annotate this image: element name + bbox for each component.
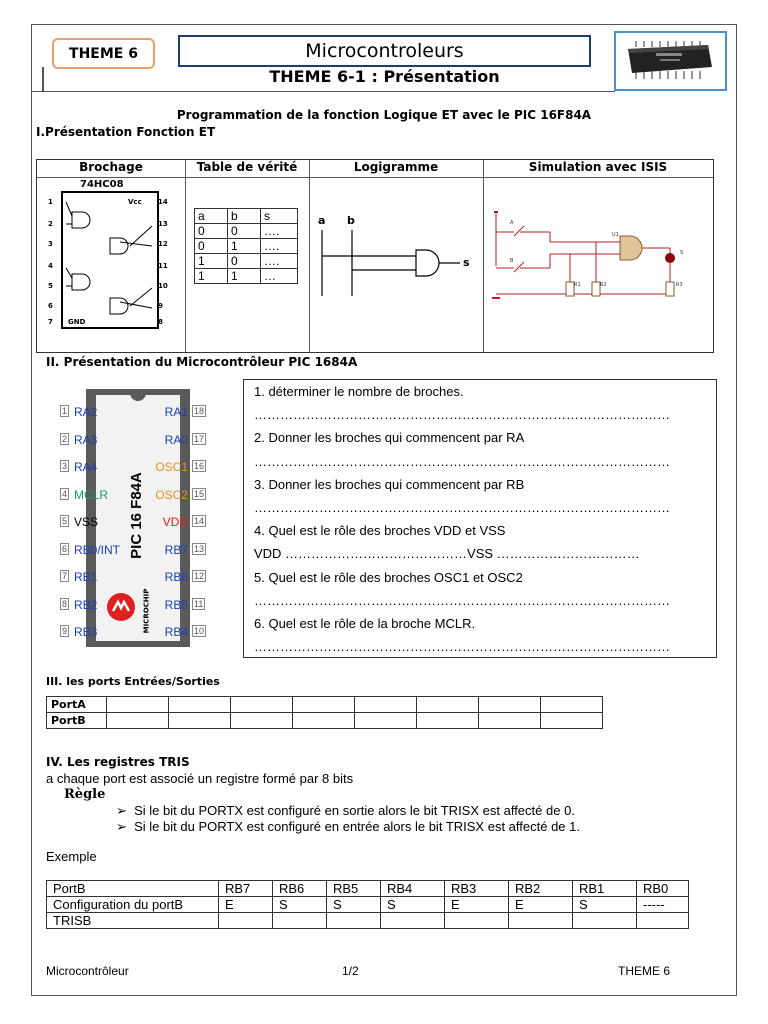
svg-text:R1: R1 (574, 282, 581, 288)
example-cell: TRISB (47, 913, 219, 929)
rule-1-text: Si le bit du PORTX est configuré en sortie alors le bit TRISX est affecté de 0. (134, 803, 575, 818)
truth-cell: …. (261, 254, 298, 269)
example-row (47, 897, 689, 913)
answer-line: …………………………………………………………………………………… (254, 639, 670, 655)
pin-number: 10 (194, 626, 205, 636)
ic-chip-icon (616, 33, 725, 89)
example-cell: RB0 (637, 881, 689, 897)
port-bit-cell (417, 697, 479, 713)
section-1-title: I.Présentation Fonction ET (36, 125, 216, 139)
pin-number: 12 (194, 571, 205, 581)
pin-label: OSC2 (155, 487, 188, 502)
svg-text:A: A (510, 220, 514, 226)
truth-cell: s (261, 209, 298, 224)
example-cell: E (509, 897, 573, 913)
rule-1 (116, 803, 575, 819)
svg-text:2: 2 (48, 220, 53, 228)
truth-row (195, 254, 298, 269)
example-label: Exemple (46, 849, 97, 864)
svg-text:9: 9 (158, 302, 163, 310)
svg-text:4: 4 (48, 262, 53, 270)
port-bit-cell (355, 697, 417, 713)
header-simulation: Simulation avec ISIS (528, 160, 668, 174)
truth-cell: 1 (195, 269, 228, 284)
rule-2-text: Si le bit du PORTX est configuré en entrée alors le bit TRISX est affecté de 1. (134, 819, 580, 834)
rule-title: Règle (64, 787, 106, 802)
example-tris-table (46, 880, 689, 929)
pin-label: RB2 (74, 597, 98, 612)
example-cell: S (327, 897, 381, 913)
example-cell: E (219, 897, 273, 913)
svg-text:Vcc: Vcc (128, 198, 142, 206)
footer-page-number: 1/2 (342, 964, 359, 978)
svg-text:1: 1 (48, 198, 53, 206)
example-cell: ----- (637, 897, 689, 913)
port-bit-cell (231, 713, 293, 729)
example-cell (573, 913, 637, 929)
example-cell: PortB (47, 881, 219, 897)
example-cell: RB6 (273, 881, 327, 897)
example-cell: S (273, 897, 327, 913)
question-text: 6. Quel est le rôle de la broche MCLR. (254, 616, 476, 631)
answer-line: …………………………………………………………………………………… (254, 500, 670, 515)
section-2-title: II. Présentation du Microcontrôleur PIC 1684A (46, 355, 358, 369)
questions-box (243, 379, 717, 658)
pin-number: 14 (194, 516, 205, 526)
pin-label: RB5 (164, 597, 188, 612)
pic16f84a-pinout (44, 383, 228, 653)
truth-cell: …. (261, 224, 298, 239)
section-4-title: IV. Les registres TRIS (46, 755, 190, 769)
truth-cell: 1 (195, 254, 228, 269)
example-cell (273, 913, 327, 929)
main-heading: Programmation de la fonction Logique ET avec le PIC 16F84A (176, 108, 592, 122)
port-bit-cell (479, 713, 541, 729)
arrow-bullet-icon: ➢ (116, 819, 135, 834)
pin-number: 16 (194, 461, 205, 471)
port-name-cell: PortB (47, 713, 107, 729)
pin-label: RB4 (164, 625, 188, 639)
port-row (47, 713, 603, 729)
document-title: Microcontroleurs (178, 35, 591, 67)
pin-label: RB1 (74, 570, 98, 584)
chip-name-label: PIC 16 F84A (127, 471, 145, 559)
svg-text:U1: U1 (612, 232, 619, 238)
truth-cell: 0 (228, 254, 261, 269)
example-cell: S (381, 897, 445, 913)
example-cell (509, 913, 573, 929)
header-brochage: Brochage (79, 160, 143, 174)
pin-label: RA3 (74, 432, 98, 447)
pin-label: RB3 (74, 625, 98, 639)
tris-intro: a chaque port est associé un registre formé par 8 bits (46, 771, 354, 786)
truth-row (195, 224, 298, 239)
pin-label: VSS (74, 515, 99, 529)
example-cell: S (573, 897, 637, 913)
pin-number: 9 (62, 626, 68, 636)
port-name-cell: PortA (47, 697, 107, 713)
svg-text:6: 6 (48, 302, 53, 310)
truth-cell: b (228, 209, 261, 224)
pin-label: MCLR (74, 487, 109, 502)
port-bit-cell (417, 713, 479, 729)
example-cell: Configuration du portB (47, 897, 219, 913)
svg-text:12: 12 (158, 240, 168, 248)
example-cell: RB5 (327, 881, 381, 897)
truth-table (194, 208, 298, 284)
pin-label: RA4 (74, 460, 98, 474)
pin-number: 7 (62, 571, 68, 581)
rule-2 (116, 819, 580, 835)
answer-line: …………………………………………………………………………………… (254, 453, 670, 469)
port-bit-cell (355, 713, 417, 729)
section-3-title: III. les ports Entrées/Sorties (46, 675, 220, 688)
port-bit-cell (169, 713, 231, 729)
answer-line: …………………………………………………………………………………… (254, 407, 670, 423)
footer-left: Microcontrôleur (46, 964, 129, 978)
example-row (47, 913, 689, 929)
question-text: 1. déterminer le nombre de broches. (254, 384, 464, 399)
and-gate-diagram (318, 228, 468, 298)
question-text: 2. Donner les broches qui commencent par RA (254, 430, 525, 446)
truth-cell: 1 (228, 269, 261, 284)
example-cell (445, 913, 509, 929)
port-row (47, 697, 603, 713)
pin-number: 4 (62, 488, 68, 499)
theme-badge: THEME 6 (52, 38, 155, 69)
truth-cell: 0 (195, 239, 228, 254)
microchip-logo-icon (107, 593, 135, 621)
pin-label: RB0/INT (74, 542, 121, 557)
svg-text:10: 10 (158, 282, 168, 290)
answer-line: VDD ……………………………………VSS …………………………… (254, 546, 640, 562)
chip-brand-label: MICROCHIP (142, 588, 150, 634)
pin-number: 2 (62, 433, 68, 444)
gate-input-a: a (318, 214, 326, 227)
truth-cell: 0 (228, 224, 261, 239)
example-cell (219, 913, 273, 929)
port-bit-cell (541, 697, 603, 713)
pinout-74hc08-diagram (46, 190, 174, 332)
truth-row (195, 239, 298, 254)
arrow-bullet-icon: ➢ (116, 803, 135, 818)
pin-number: 3 (62, 461, 68, 471)
question-text: 5. Quel est le rôle des broches OSC1 et OSC2 (254, 569, 523, 585)
document-subtitle: THEME 6-1 : Présentation (269, 67, 500, 86)
footer-right: THEME 6 (618, 964, 671, 978)
pin-number: 1 (62, 406, 68, 416)
example-cell: E (445, 897, 509, 913)
pin-number: 5 (62, 516, 68, 526)
pin-number: 8 (62, 598, 68, 609)
svg-text:5: 5 (48, 282, 53, 290)
svg-text:B: B (510, 258, 514, 264)
example-cell: RB4 (381, 881, 445, 897)
example-cell: RB3 (445, 881, 509, 897)
pin-number: 18 (194, 406, 205, 416)
example-row (47, 881, 689, 897)
pin-number: 6 (62, 543, 68, 554)
chip-74hc08-label: 74HC08 (80, 179, 124, 190)
pin-label: RA0 (164, 432, 188, 447)
answer-line: …………………………………………………………………………………… (254, 592, 670, 608)
truth-cell: 0 (195, 224, 228, 239)
svg-text:GND: GND (68, 318, 86, 326)
svg-text:R2: R2 (600, 282, 607, 288)
svg-text:14: 14 (158, 198, 168, 206)
port-bit-cell (107, 713, 169, 729)
example-cell: RB1 (573, 881, 637, 897)
svg-text:11: 11 (158, 262, 168, 270)
isis-simulation-diagram (490, 206, 712, 302)
truth-cell: a (195, 209, 228, 224)
svg-text:3: 3 (48, 240, 53, 248)
port-bit-cell (293, 713, 355, 729)
pin-label: RA2 (74, 405, 98, 419)
port-bit-cell (231, 697, 293, 713)
gate-input-b: b (347, 214, 355, 227)
pin-label: RB6 (164, 570, 188, 584)
ports-table (46, 696, 603, 729)
port-bit-cell (293, 697, 355, 713)
question-text: 3. Donner les broches qui commencent par RB (254, 476, 525, 492)
pin-label: OSC1 (155, 460, 188, 474)
port-bit-cell (479, 697, 541, 713)
example-cell (637, 913, 689, 929)
pin-label: RB7 (164, 542, 188, 557)
gate-output-s: s (463, 256, 470, 269)
pin-number: 17 (194, 433, 205, 444)
truth-cell: … (261, 269, 298, 284)
truth-cell: 1 (228, 239, 261, 254)
svg-text:13: 13 (158, 220, 168, 228)
example-cell (327, 913, 381, 929)
example-cell (381, 913, 445, 929)
chip-photo (614, 31, 727, 91)
port-bit-cell (169, 697, 231, 713)
svg-text:S: S (680, 250, 684, 256)
example-cell: RB7 (219, 881, 273, 897)
svg-text:7: 7 (48, 318, 53, 326)
truth-row (195, 269, 298, 284)
header-logigramme: Logigramme (353, 160, 439, 174)
question-text: 4. Quel est le rôle des broches VDD et VSS (254, 523, 506, 539)
pin-label: VDD (162, 515, 188, 529)
truth-row (195, 209, 298, 224)
pin-number: 11 (194, 598, 204, 609)
pin-number: 15 (194, 488, 205, 499)
header-truth-table: Table de vérité (196, 160, 298, 174)
pin-number: 13 (194, 543, 205, 554)
truth-cell: …. (261, 239, 298, 254)
port-bit-cell (107, 697, 169, 713)
pin-label: RA1 (164, 405, 188, 419)
example-cell: RB2 (509, 881, 573, 897)
svg-text:R3: R3 (676, 282, 683, 288)
port-bit-cell (541, 713, 603, 729)
svg-text:8: 8 (158, 318, 163, 326)
